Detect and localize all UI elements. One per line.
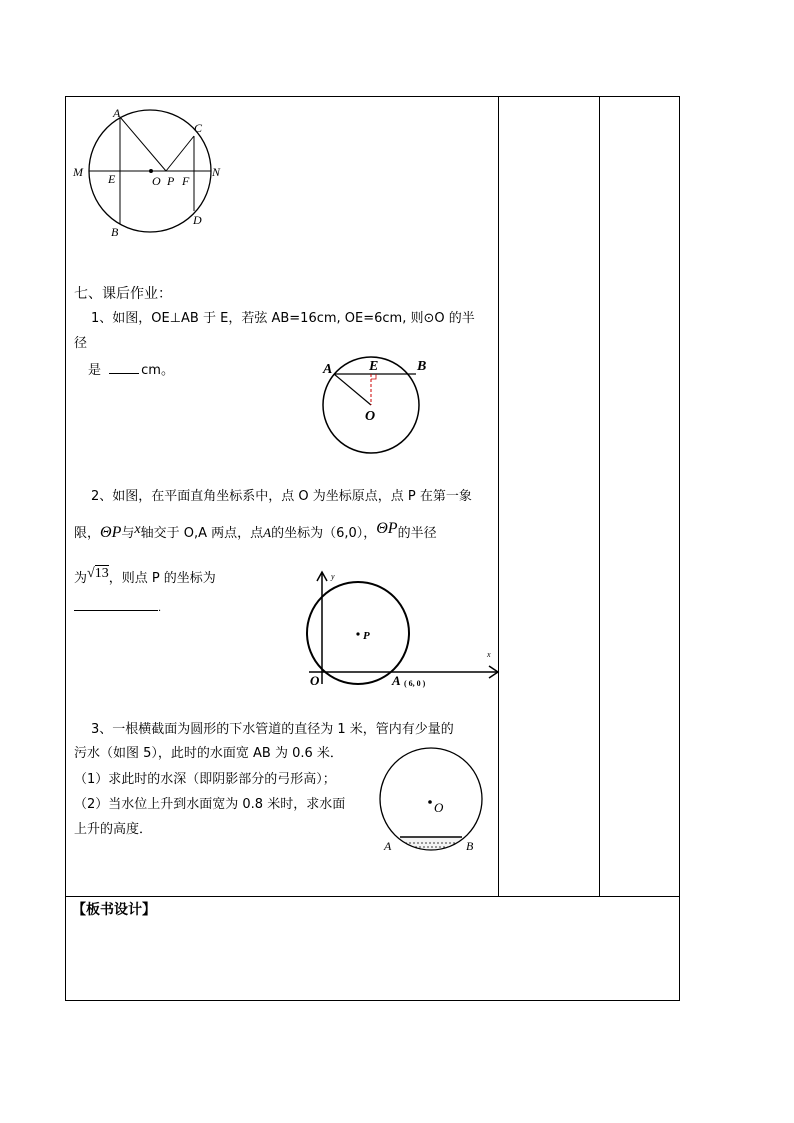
label-P: P — [363, 630, 370, 642]
q2-text-b: 与 — [121, 526, 135, 541]
q1-line3 — [88, 361, 174, 379]
q2-text-g: ，则点 P 的坐标为 — [108, 571, 216, 586]
q1-prefix: 是 — [88, 363, 102, 378]
radius-oa — [334, 374, 371, 405]
figure-q1-circle — [318, 352, 438, 462]
table-right-border — [679, 96, 680, 1001]
label-O: O — [152, 174, 161, 188]
q2-line2 — [74, 521, 437, 542]
label-O: O — [434, 800, 444, 815]
q1-answer-blank[interactable] — [109, 361, 139, 374]
column-divider-2 — [599, 96, 600, 897]
table-bottom-border — [65, 1000, 680, 1001]
q2-answer-line — [74, 598, 161, 617]
label-B: B — [111, 225, 119, 239]
label-O: O — [310, 673, 320, 688]
q2-text-f: 为 — [74, 571, 88, 586]
q2-text-e: 的半径 — [397, 526, 437, 541]
x-axis-symbol: x — [134, 522, 141, 537]
section-heading: 七、课后作业： — [74, 286, 172, 302]
center-dot — [149, 169, 153, 173]
sqrt-symbol: √13 — [87, 566, 109, 581]
label-A: A — [392, 673, 401, 688]
q2-answer-blank[interactable] — [74, 598, 158, 611]
q2-line3 — [74, 566, 216, 587]
row-divider — [65, 896, 680, 897]
label-O: O — [365, 409, 376, 424]
label-x: x — [487, 650, 491, 659]
label-P: P — [167, 174, 175, 188]
center-o-dot — [428, 800, 432, 804]
label-E: E — [108, 172, 116, 186]
q2-text-d: 的坐标为（6,0）， — [271, 526, 377, 541]
q2-period: . — [158, 603, 162, 614]
q1-line1: 1、如图，OE⊥AB 于 E，若弦 AB=16cm, OE=6cm, 则⊙O 的半 — [91, 311, 475, 326]
label-E: E — [369, 359, 379, 374]
right-angle-mark — [371, 374, 376, 379]
label-F: F — [182, 174, 190, 188]
label-A: A — [323, 362, 333, 377]
label-C: C — [194, 121, 203, 135]
q1-suffix: cm。 — [141, 363, 174, 378]
figure-q2-coordinate — [305, 568, 505, 693]
q1-line2: 径 — [74, 336, 88, 351]
table-top-border — [65, 96, 680, 97]
label-a-coord: ( 6, 0 ) — [404, 679, 426, 688]
label-A: A — [384, 839, 392, 853]
figure-q3-pipe — [375, 750, 495, 860]
label-B: B — [417, 359, 427, 374]
column-divider-1 — [498, 96, 499, 897]
label-M: M — [73, 165, 83, 179]
table-left-border — [65, 96, 66, 1001]
figure-circle-chords — [70, 100, 230, 245]
segment-pc — [166, 136, 194, 171]
q3-line5: 上升的高度． — [74, 822, 153, 837]
q3-line3: （1）求此时的水深（即阴影部分的弓形高）； — [74, 772, 336, 787]
center-p-dot — [356, 632, 359, 635]
label-D: D — [193, 213, 202, 227]
circle-p-symbol: ΘP — [100, 524, 122, 541]
label-A: A — [113, 106, 121, 120]
q3-line2: 污水（如图 5），此时的水面宽 AB 为 0.6 米． — [74, 746, 343, 761]
point-a-symbol: A — [263, 525, 272, 540]
q2-line1: 2、如图，在平面直角坐标系中，点 O 为坐标原点，点 P 在第一象 — [91, 489, 472, 504]
board-design-label: 【板书设计】 — [72, 902, 156, 918]
segment-ap — [120, 117, 166, 171]
sqrt-radicand: 13 — [94, 566, 109, 581]
q3-line4: （2）当水位上升到水面宽为 0.8 米时，求水面 — [74, 797, 346, 812]
q2-text-c: 轴交于 O,A 两点，点 — [140, 526, 264, 541]
circle-p-symbol-2: ΘP — [376, 520, 398, 537]
label-y: y — [331, 572, 335, 581]
q2-text-a: 限， — [74, 526, 101, 541]
q3-line1: 3、一根横截面为圆形的下水管道的直径为 1 米，管内有少量的 — [91, 722, 454, 737]
label-N: N — [212, 165, 221, 179]
label-B: B — [466, 839, 474, 853]
pipe-outline — [380, 748, 482, 850]
